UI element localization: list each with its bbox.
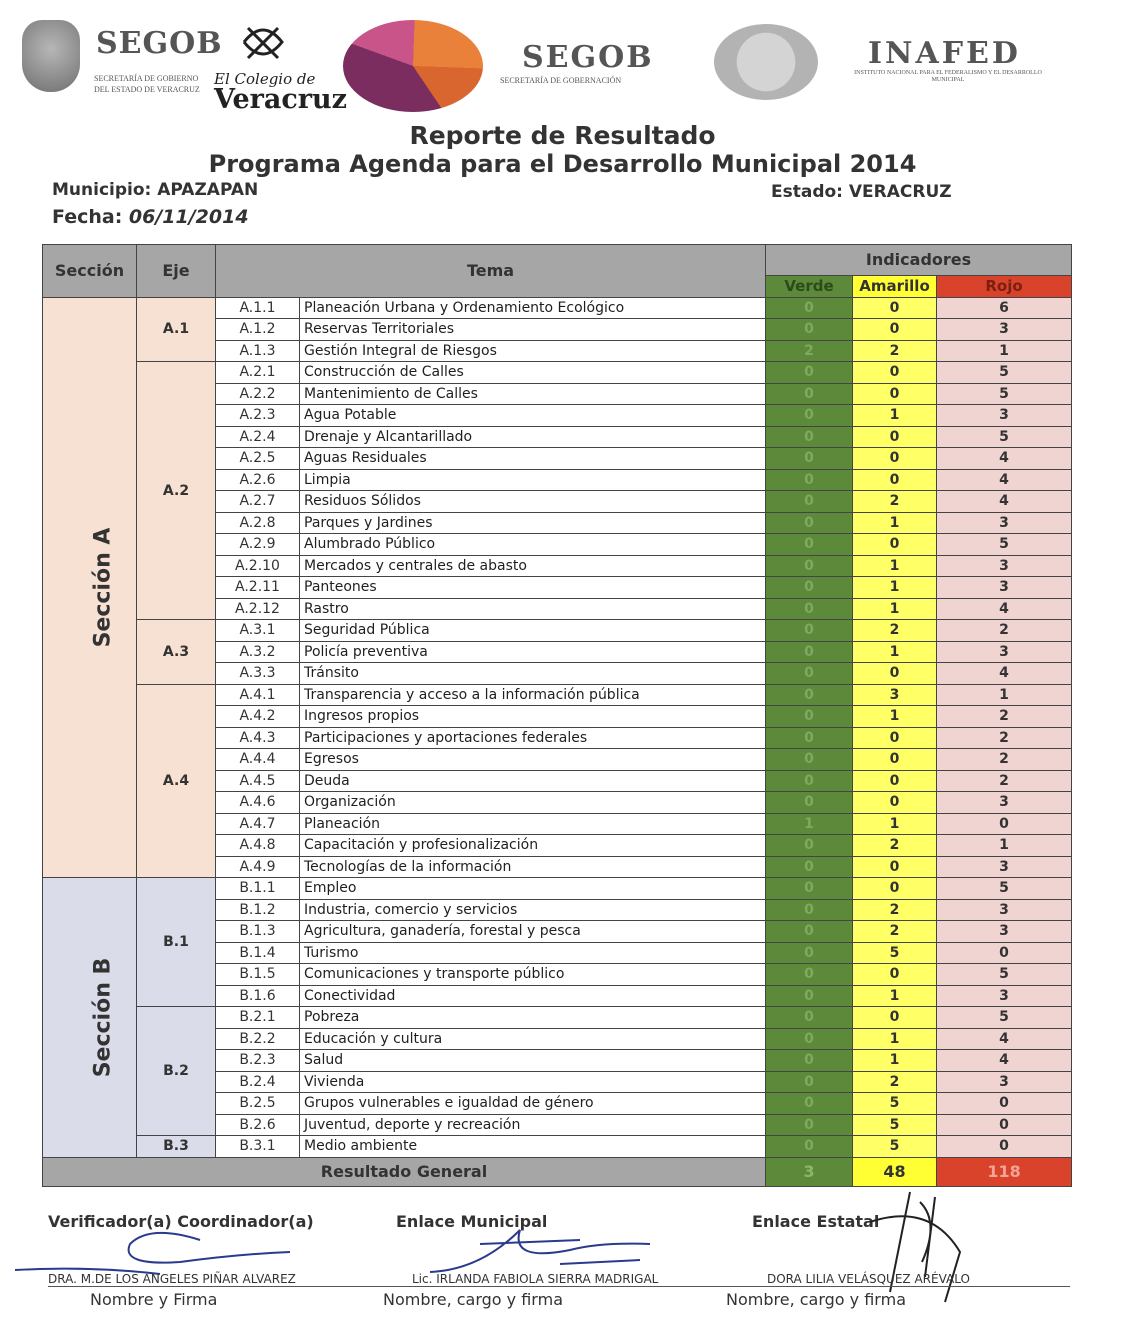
- amarillo-value: 0: [853, 727, 937, 749]
- tema-name: Reservas Territoriales: [300, 319, 766, 341]
- verde-value: 0: [766, 534, 853, 556]
- rojo-value: 5: [937, 383, 1072, 405]
- rojo-value: 4: [937, 491, 1072, 513]
- tema-code: B.2.6: [216, 1114, 300, 1136]
- rojo-value: 5: [937, 362, 1072, 384]
- rojo-value: 3: [937, 641, 1072, 663]
- report-subtitle: Programa Agenda para el Desarrollo Municipal 2014: [208, 150, 917, 178]
- section-cell: [43, 297, 137, 878]
- rojo-value: 5: [937, 1007, 1072, 1029]
- verde-value: 0: [766, 620, 853, 642]
- segob-veracruz-line2: DEL ESTADO DE VERACRUZ: [94, 85, 200, 94]
- tema-name: Drenaje y Alcantarillado: [300, 426, 766, 448]
- verde-value: 0: [766, 770, 853, 792]
- tema-name: Aguas Residuales: [300, 448, 766, 470]
- verde-value: 0: [766, 706, 853, 728]
- amarillo-value: 0: [853, 792, 937, 814]
- verde-value: 0: [766, 448, 853, 470]
- knot-icon: [240, 22, 286, 64]
- verde-value: 0: [766, 749, 853, 771]
- tema-code: B.2.4: [216, 1071, 300, 1093]
- name-enlace-estatal: DORA LILIA VELÁSQUEZ ARÉVALO: [767, 1272, 970, 1286]
- eje-cell: A.1: [137, 297, 216, 362]
- section-label: Sección A: [90, 527, 116, 648]
- report-title: Reporte de Resultado: [409, 121, 716, 150]
- amarillo-value: 2: [853, 921, 937, 943]
- rojo-value: 0: [937, 942, 1072, 964]
- tema-code: A.2.10: [216, 555, 300, 577]
- total-verde: 3: [766, 1157, 853, 1186]
- colegio-line1: El Colegio de: [214, 70, 316, 88]
- tema-name: Organización: [300, 792, 766, 814]
- amarillo-value: 1: [853, 985, 937, 1007]
- logo-bar: [0, 0, 1125, 118]
- tema-name: Planeación Urbana y Ordenamiento Ecológico: [300, 297, 766, 319]
- tema-name: Pobreza: [300, 1007, 766, 1029]
- verde-value: 0: [766, 899, 853, 921]
- segob-sub: SECRETARÍA DE GOBERNACIÓN: [500, 76, 622, 85]
- verde-value: 1: [766, 813, 853, 835]
- rojo-value: 3: [937, 405, 1072, 427]
- table-row: [43, 620, 1072, 642]
- rojo-value: 3: [937, 899, 1072, 921]
- tema-name: Construcción de Calles: [300, 362, 766, 384]
- tema-code: A.4.3: [216, 727, 300, 749]
- tema-code: A.4.6: [216, 792, 300, 814]
- tema-name: Educación y cultura: [300, 1028, 766, 1050]
- verde-value: 0: [766, 555, 853, 577]
- rojo-value: 5: [937, 878, 1072, 900]
- eje-cell: B.2: [137, 1007, 216, 1136]
- caption-enlace-municipal: Nombre, cargo y firma: [383, 1290, 563, 1309]
- municipio: Municipio: APAZAPAN: [52, 180, 259, 200]
- tema-code: A.2.8: [216, 512, 300, 534]
- amarillo-value: 0: [853, 469, 937, 491]
- tema-name: Participaciones y aportaciones federales: [300, 727, 766, 749]
- amarillo-value: 1: [853, 1028, 937, 1050]
- tema-code: B.1.4: [216, 942, 300, 964]
- table-row: [43, 1007, 1072, 1029]
- rojo-value: 4: [937, 448, 1072, 470]
- amarillo-value: 0: [853, 319, 937, 341]
- amarillo-value: 1: [853, 512, 937, 534]
- role-enlace-estatal: Enlace Estatal: [752, 1212, 880, 1231]
- inafed-logo: [848, 36, 1048, 86]
- colegio-line2: Veracruz: [214, 84, 347, 115]
- amarillo-value: 0: [853, 878, 937, 900]
- section-cell: [43, 878, 137, 1158]
- header-seccion: Sección: [43, 245, 137, 298]
- tema-name: Gestión Integral de Riesgos: [300, 340, 766, 362]
- amarillo-value: 1: [853, 555, 937, 577]
- verde-value: 0: [766, 856, 853, 878]
- rojo-value: 3: [937, 985, 1072, 1007]
- rojo-value: 4: [937, 598, 1072, 620]
- rojo-value: 3: [937, 792, 1072, 814]
- header-rojo: Rojo: [937, 276, 1072, 298]
- table-row: [43, 878, 1072, 900]
- amarillo-value: 1: [853, 598, 937, 620]
- amarillo-value: 1: [853, 641, 937, 663]
- name-enlace-municipal: Lic. IRLANDA FABIOLA SIERRA MADRIGAL: [412, 1272, 659, 1286]
- rojo-value: 4: [937, 1028, 1072, 1050]
- tema-name: Seguridad Pública: [300, 620, 766, 642]
- colegio-veracruz-logo: [214, 22, 347, 115]
- rojo-value: 1: [937, 684, 1072, 706]
- tema-name: Industria, comercio y servicios: [300, 899, 766, 921]
- segob-veracruz-logo: [22, 16, 223, 96]
- tema-name: Capacitación y profesionalización: [300, 835, 766, 857]
- amarillo-value: 0: [853, 1007, 937, 1029]
- tema-name: Tránsito: [300, 663, 766, 685]
- tema-code: A.2.4: [216, 426, 300, 448]
- verde-value: 0: [766, 942, 853, 964]
- tema-code: B.2.3: [216, 1050, 300, 1072]
- section-label: Sección B: [90, 957, 116, 1078]
- signature-line: [48, 1286, 1070, 1287]
- amarillo-value: 0: [853, 383, 937, 405]
- tema-code: B.3.1: [216, 1136, 300, 1158]
- verde-value: 0: [766, 469, 853, 491]
- rojo-value: 4: [937, 1050, 1072, 1072]
- tema-code: A.4.7: [216, 813, 300, 835]
- verde-value: 2: [766, 340, 853, 362]
- verde-value: 0: [766, 641, 853, 663]
- tema-name: Ingresos propios: [300, 706, 766, 728]
- caption-enlace-estatal: Nombre, cargo y firma: [726, 1290, 906, 1309]
- amarillo-value: 1: [853, 405, 937, 427]
- verde-value: 0: [766, 1050, 853, 1072]
- inafed-sub: INSTITUTO NACIONAL PARA EL FEDERALISMO Y EL DESARROLLO MUNICIPAL: [854, 70, 1042, 83]
- tema-name: Deuda: [300, 770, 766, 792]
- tema-code: B.2.5: [216, 1093, 300, 1115]
- amarillo-value: 1: [853, 1050, 937, 1072]
- verde-value: 0: [766, 921, 853, 943]
- tema-code: A.2.5: [216, 448, 300, 470]
- table-row: [43, 297, 1072, 319]
- verde-value: 0: [766, 1007, 853, 1029]
- eje-cell: B.3: [137, 1136, 216, 1158]
- tema-name: Mercados y centrales de abasto: [300, 555, 766, 577]
- tema-code: B.1.1: [216, 878, 300, 900]
- verde-value: 0: [766, 577, 853, 599]
- rojo-value: 3: [937, 319, 1072, 341]
- verde-value: 0: [766, 878, 853, 900]
- eje-cell: A.2: [137, 362, 216, 620]
- tema-name: Rastro: [300, 598, 766, 620]
- tema-name: Planeación: [300, 813, 766, 835]
- amarillo-value: 5: [853, 1136, 937, 1158]
- rojo-value: 3: [937, 577, 1072, 599]
- rojo-value: 3: [937, 555, 1072, 577]
- tema-code: A.4.9: [216, 856, 300, 878]
- amarillo-value: 2: [853, 620, 937, 642]
- amarillo-value: 2: [853, 491, 937, 513]
- tema-name: Conectividad: [300, 985, 766, 1007]
- verde-value: 0: [766, 405, 853, 427]
- tema-code: B.2.2: [216, 1028, 300, 1050]
- tema-name: Turismo: [300, 942, 766, 964]
- amarillo-value: 5: [853, 1093, 937, 1115]
- rojo-value: 6: [937, 297, 1072, 319]
- tema-code: A.2.12: [216, 598, 300, 620]
- amarillo-value: 0: [853, 663, 937, 685]
- caption-verificador: Nombre y Firma: [90, 1290, 218, 1309]
- verde-value: 0: [766, 362, 853, 384]
- rojo-value: 1: [937, 340, 1072, 362]
- amarillo-value: 0: [853, 749, 937, 771]
- total-amarillo: 48: [853, 1157, 937, 1186]
- tema-code: B.1.6: [216, 985, 300, 1007]
- veracruz-shield-icon: [22, 20, 80, 92]
- rojo-value: 2: [937, 749, 1072, 771]
- amarillo-value: 5: [853, 942, 937, 964]
- amarillo-value: 0: [853, 448, 937, 470]
- verde-value: 0: [766, 512, 853, 534]
- tema-code: A.2.3: [216, 405, 300, 427]
- amarillo-value: 0: [853, 964, 937, 986]
- tema-code: A.2.9: [216, 534, 300, 556]
- amarillo-value: 0: [853, 770, 937, 792]
- tema-name: Vivienda: [300, 1071, 766, 1093]
- verde-value: 0: [766, 426, 853, 448]
- tema-code: A.4.5: [216, 770, 300, 792]
- verde-value: 0: [766, 727, 853, 749]
- verde-value: 0: [766, 1071, 853, 1093]
- amarillo-value: 5: [853, 1114, 937, 1136]
- amarillo-value: 2: [853, 899, 937, 921]
- rojo-value: 5: [937, 426, 1072, 448]
- eje-cell: B.1: [137, 878, 216, 1007]
- tema-name: Comunicaciones y transporte público: [300, 964, 766, 986]
- rojo-value: 0: [937, 1114, 1072, 1136]
- fecha-label: Fecha:: [52, 206, 129, 228]
- tema-code: A.2.2: [216, 383, 300, 405]
- tema-name: Alumbrado Público: [300, 534, 766, 556]
- amarillo-value: 3: [853, 684, 937, 706]
- segob-veracruz-line1: SECRETARÍA DE GOBIERNO: [94, 74, 199, 83]
- inafed-name: INAFED: [868, 36, 1021, 71]
- amarillo-value: 1: [853, 706, 937, 728]
- amarillo-value: 0: [853, 297, 937, 319]
- results-table: [42, 244, 1072, 1187]
- tema-name: Transparencia y acceso a la información pública: [300, 684, 766, 706]
- rojo-value: 5: [937, 534, 1072, 556]
- tema-code: A.3.2: [216, 641, 300, 663]
- eje-cell: A.3: [137, 620, 216, 685]
- amarillo-value: 0: [853, 362, 937, 384]
- verde-value: 0: [766, 835, 853, 857]
- tema-name: Limpia: [300, 469, 766, 491]
- tema-name: Medio ambiente: [300, 1136, 766, 1158]
- tema-code: A.1.3: [216, 340, 300, 362]
- amarillo-value: 2: [853, 1071, 937, 1093]
- verde-value: 0: [766, 663, 853, 685]
- rojo-value: 5: [937, 964, 1072, 986]
- header-verde: Verde: [766, 276, 853, 298]
- verde-value: 0: [766, 1028, 853, 1050]
- verde-value: 0: [766, 792, 853, 814]
- amarillo-value: 1: [853, 813, 937, 835]
- fecha: [52, 206, 249, 228]
- rojo-value: 0: [937, 813, 1072, 835]
- rojo-value: 4: [937, 469, 1072, 491]
- role-verificador: Verificador(a) Coordinador(a): [48, 1212, 314, 1231]
- tema-code: B.1.5: [216, 964, 300, 986]
- tema-name: Agua Potable: [300, 405, 766, 427]
- agenda-circle-logo: [343, 20, 483, 112]
- tema-name: Residuos Sólidos: [300, 491, 766, 513]
- rojo-value: 2: [937, 770, 1072, 792]
- rojo-value: 4: [937, 663, 1072, 685]
- tema-code: B.2.1: [216, 1007, 300, 1029]
- verde-value: 0: [766, 964, 853, 986]
- tema-code: A.2.1: [216, 362, 300, 384]
- fecha-value: 06/11/2014: [128, 206, 249, 228]
- verde-value: 0: [766, 1136, 853, 1158]
- tema-name: Policía preventiva: [300, 641, 766, 663]
- rojo-value: 3: [937, 1071, 1072, 1093]
- header-tema: Tema: [216, 245, 766, 298]
- tema-code: A.2.6: [216, 469, 300, 491]
- tema-code: A.2.7: [216, 491, 300, 513]
- tema-code: A.4.8: [216, 835, 300, 857]
- segob-veracruz-name: SEGOB: [96, 26, 223, 61]
- verde-value: 0: [766, 598, 853, 620]
- tema-name: Egresos: [300, 749, 766, 771]
- mexico-seal-icon: [714, 24, 818, 100]
- tema-code: B.1.3: [216, 921, 300, 943]
- table-row: [43, 1136, 1072, 1158]
- tema-code: A.4.2: [216, 706, 300, 728]
- tema-name: Juventud, deporte y recreación: [300, 1114, 766, 1136]
- verde-value: 0: [766, 985, 853, 1007]
- rojo-value: 2: [937, 620, 1072, 642]
- rojo-value: 3: [937, 512, 1072, 534]
- rojo-value: 0: [937, 1136, 1072, 1158]
- rojo-value: 1: [937, 835, 1072, 857]
- rojo-value: 3: [937, 856, 1072, 878]
- tema-code: A.2.11: [216, 577, 300, 599]
- total-label: Resultado General: [43, 1157, 766, 1186]
- rojo-value: 2: [937, 706, 1072, 728]
- amarillo-value: 2: [853, 340, 937, 362]
- name-verificador: DRA. M.DE LOS ANGELES PIÑAR ALVAREZ: [48, 1272, 296, 1286]
- segob-logo: [500, 40, 700, 90]
- segob-name: SEGOB: [522, 40, 654, 75]
- tema-code: A.4.1: [216, 684, 300, 706]
- rojo-value: 2: [937, 727, 1072, 749]
- tema-name: Tecnologías de la información: [300, 856, 766, 878]
- tema-name: Agricultura, ganadería, forestal y pesca: [300, 921, 766, 943]
- verde-value: 0: [766, 1114, 853, 1136]
- verde-value: 0: [766, 1093, 853, 1115]
- tema-code: A.1.2: [216, 319, 300, 341]
- estado: Estado: VERACRUZ: [771, 182, 952, 202]
- tema-name: Grupos vulnerables e igualdad de género: [300, 1093, 766, 1115]
- eje-cell: A.4: [137, 684, 216, 878]
- amarillo-value: 0: [853, 856, 937, 878]
- table-row: [43, 684, 1072, 706]
- verde-value: 0: [766, 491, 853, 513]
- tema-code: B.1.2: [216, 899, 300, 921]
- verde-value: 0: [766, 319, 853, 341]
- tema-code: A.3.3: [216, 663, 300, 685]
- tema-name: Salud: [300, 1050, 766, 1072]
- total-rojo: 118: [937, 1157, 1072, 1186]
- header-amarillo: Amarillo: [853, 276, 937, 298]
- tema-name: Parques y Jardines: [300, 512, 766, 534]
- verde-value: 0: [766, 383, 853, 405]
- tema-code: A.4.4: [216, 749, 300, 771]
- tema-name: Empleo: [300, 878, 766, 900]
- tema-name: Mantenimiento de Calles: [300, 383, 766, 405]
- role-enlace-municipal: Enlace Municipal: [396, 1212, 548, 1231]
- verde-value: 0: [766, 684, 853, 706]
- rojo-value: 3: [937, 921, 1072, 943]
- tema-name: Panteones: [300, 577, 766, 599]
- table-row: [43, 362, 1072, 384]
- header-indicadores: Indicadores: [766, 245, 1072, 276]
- tema-code: A.3.1: [216, 620, 300, 642]
- header-eje: Eje: [137, 245, 216, 298]
- rojo-value: 0: [937, 1093, 1072, 1115]
- tema-code: A.1.1: [216, 297, 300, 319]
- verde-value: 0: [766, 297, 853, 319]
- amarillo-value: 2: [853, 835, 937, 857]
- amarillo-value: 0: [853, 534, 937, 556]
- amarillo-value: 1: [853, 577, 937, 599]
- amarillo-value: 0: [853, 426, 937, 448]
